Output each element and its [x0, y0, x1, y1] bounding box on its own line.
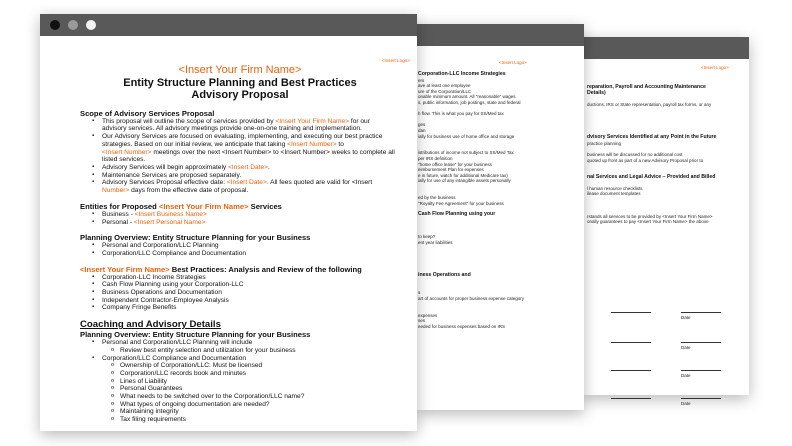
text-line: expenses: [418, 312, 438, 318]
text-line: nal Services and Legal Advice – Provided and Billed: [587, 173, 716, 180]
text-line: ers: [418, 77, 425, 83]
entities-heading: Entities for Proposed <Insert Your Firm Name> Services: [80, 201, 282, 211]
text-line: e in future, watch for additional Medicare tax): [418, 172, 508, 178]
document-page-3: [583, 59, 749, 406]
text-line: onable minimum amount. All "reasonable" wages: [418, 94, 516, 100]
text-line: ses: [418, 318, 426, 324]
signature-line: [611, 342, 651, 343]
list-item: o Corporation/LLC records book and minutes: [80, 370, 400, 378]
list-item: ▪ Corporation/LLC Compliance and Documentation: [80, 355, 400, 363]
list-item: ▪ Corporation-LLC Income Strategies: [80, 274, 400, 282]
text-line: ductions, IRS or State representation, payroll tax forms, or any: [587, 101, 712, 107]
text-line: Corporation-LLC Income Strategies: [418, 71, 506, 77]
list-item: listed services.: [102, 156, 146, 164]
text-line: rstands all services to be provided by <Insert Your Firm Name>: [587, 213, 713, 219]
scope-list: [80, 118, 400, 195]
date-label: Date: [681, 345, 691, 350]
list-item: o Personal Guarantees: [80, 385, 400, 393]
document-text: [587, 85, 716, 225]
best-practices-list: [80, 274, 400, 313]
signature-line: [611, 398, 651, 399]
text-line: quoted up front as part of a new Advisory Proposal prior to: [587, 157, 704, 163]
list-item: strategies. Based on our initial review, we anticipate that taking <Insert Number> to: [102, 140, 344, 148]
window-maximize-button[interactable]: [86, 20, 96, 30]
insert-logo-placeholder: <Insert Logo>: [499, 60, 527, 65]
document-page-2: [416, 46, 584, 410]
text-line: dvisory Services Identified at any Point in the Future: [587, 134, 717, 141]
proposal-document: [80, 58, 410, 424]
planning-heading-2: Planning Overview: Entity Structure Planning for your Business: [80, 330, 311, 340]
text-line: art of accounts for proper business expense category: [418, 295, 525, 301]
list-item: ▪ Company Fringe Benefits: [80, 304, 400, 312]
text-line: reparation, Payroll and Accounting Maintenance: [587, 84, 706, 90]
text-line: business will be discussed for no additional cost: [587, 152, 683, 158]
scope-heading: Scope of Advisory Services Proposal: [80, 108, 215, 118]
text-line: "home office lease" for your business: [418, 161, 492, 167]
list-item: ▪ Business Operations and Documentation: [80, 289, 400, 297]
list-item: ▪ Cash Flow Planning using your Corporation-LLC: [80, 281, 400, 289]
planning-heading: Planning Overview: Entity Structure Planning for your Business: [80, 233, 311, 243]
document-title: Entity Structure Planning and Best Practices: [123, 76, 357, 89]
text-line: practice planning: [587, 140, 622, 146]
signature-line: [681, 342, 721, 343]
signature-line: [681, 312, 721, 313]
text-line: istributions of income not subject to SS/Med Tax: [418, 150, 514, 156]
text-line: ilease document templates: [587, 191, 641, 197]
signature-line: [681, 398, 721, 399]
window-titlebar: [416, 24, 584, 46]
text-line: h flow. This is what you pay for SS/Med tax: [418, 111, 504, 117]
list-item: o Review best entity selection and utilization for your business: [80, 347, 400, 355]
list-item: ▪ Maintenance Services are proposed separately.: [80, 172, 400, 180]
list-item: advisory services. All advisory meetings provide one-on-one training and implementation.: [102, 125, 362, 133]
document-window-2: [416, 24, 584, 410]
document-window-main: [40, 14, 417, 431]
text-line: per IRS definition: [418, 155, 453, 161]
text-line: "Royalty Fee Agreement" for your business: [418, 200, 504, 206]
list-item: ▪ Independent Contractor-Employee Analysis: [80, 297, 400, 305]
list-item: ▪ Business - <Insert Business Name>: [80, 211, 400, 219]
window-titlebar: [583, 37, 749, 59]
text-line: l human resource checklists: [587, 185, 643, 191]
details-list: [80, 339, 400, 424]
document-text: [418, 72, 524, 329]
best-practices-heading: <Insert Your Firm Name> Best Practices: Analysis and Review of the following: [80, 264, 362, 274]
text-line: iness Operations and: [418, 272, 471, 279]
coaching-heading: Coaching and Advisory Details: [80, 319, 221, 331]
list-item: ▪ Advisory Services Proposal effective date: <Insert Date>. All fees quoted are valid for <Insert: [80, 179, 400, 187]
list-item: ▪ Our Advisory Services are focused on evaluating, implementing, and executing our best practice: [80, 133, 400, 141]
date-label: Date: [681, 315, 691, 320]
date-label: Date: [681, 373, 691, 378]
list-item: ▪ Advisory Services will begin approximately <Insert Date>.: [80, 164, 400, 172]
insert-logo-placeholder: <Insert Logo>: [381, 58, 410, 63]
document-subtitle: Advisory Proposal: [191, 89, 289, 102]
window-close-button[interactable]: [50, 20, 60, 30]
list-item: ▪ Personal - <Insert Personal Name>: [80, 219, 400, 227]
text-line: Cash Flow Planning using your: [418, 210, 496, 217]
list-item: o Maintaining integrity: [80, 408, 400, 416]
text-line: to keep?: [418, 234, 436, 240]
text-line: s, public information, job postings, state and federal: [418, 99, 521, 105]
entities-list: [80, 211, 400, 226]
text-line: ure of the Corporation/LLC: [418, 88, 472, 94]
text-line: dan: [418, 127, 426, 133]
list-item: o What needs to be switched over to the Corporation/LLC name?: [80, 393, 400, 401]
planning-list: [80, 242, 400, 257]
signature-line: [611, 370, 651, 371]
window-titlebar: [40, 14, 417, 36]
text-line: s: [418, 290, 421, 296]
document-page-main: [40, 36, 417, 431]
text-line: ave at least one employee: [418, 83, 471, 89]
text-line: ent year liabilities: [418, 239, 453, 245]
list-item: o Ownership of Corporation/LLC: Must be licensed: [80, 362, 400, 370]
list-item: ▪ Personal and Corporation/LLC Planning will include: [80, 339, 400, 347]
list-item: o Lines of Liability: [80, 378, 400, 386]
signature-line: [681, 370, 721, 371]
text-line: ially for business use of home office and storage: [418, 133, 515, 139]
date-label: Date: [681, 401, 691, 406]
list-item: Number> days from the effective date of proposal.: [102, 187, 249, 195]
text-line: onally guarantees to pay <Insert Your Firm Name> the above: [587, 219, 709, 225]
list-item: o Tax filing requirements: [80, 416, 400, 424]
text-line: Details): [587, 89, 606, 96]
insert-logo-placeholder: <Insert Logo>: [701, 65, 729, 70]
text-line: ges: [418, 122, 426, 128]
text-line: ially for use of any intangible assets personally: [418, 178, 511, 184]
list-item: o What types of ongoing documentation are needed?: [80, 401, 400, 409]
window-minimize-button[interactable]: [68, 20, 78, 30]
signature-line: [611, 312, 651, 313]
text-line: ed by the business: [418, 195, 456, 201]
text-line: eimbursement Plan for expenses: [418, 167, 484, 173]
list-item: ▪ This proposal will outline the scope of services provided by <Insert Your Firm Name> for our: [80, 118, 400, 126]
text-line: eeded for business expenses based on IRS: [418, 323, 506, 329]
list-item: ▪ Corporation/LLC Compliance and Documentation: [80, 250, 400, 258]
firm-name-title: <Insert Your Firm Name>: [178, 64, 302, 76]
list-item: <Insert Number> meetings over the next <Insert Number> to <Insert Number> weeks to complete all: [102, 148, 395, 156]
document-window-3: [583, 37, 749, 406]
list-item: ▪ Personal and Corporation/LLC Planning: [80, 242, 400, 250]
